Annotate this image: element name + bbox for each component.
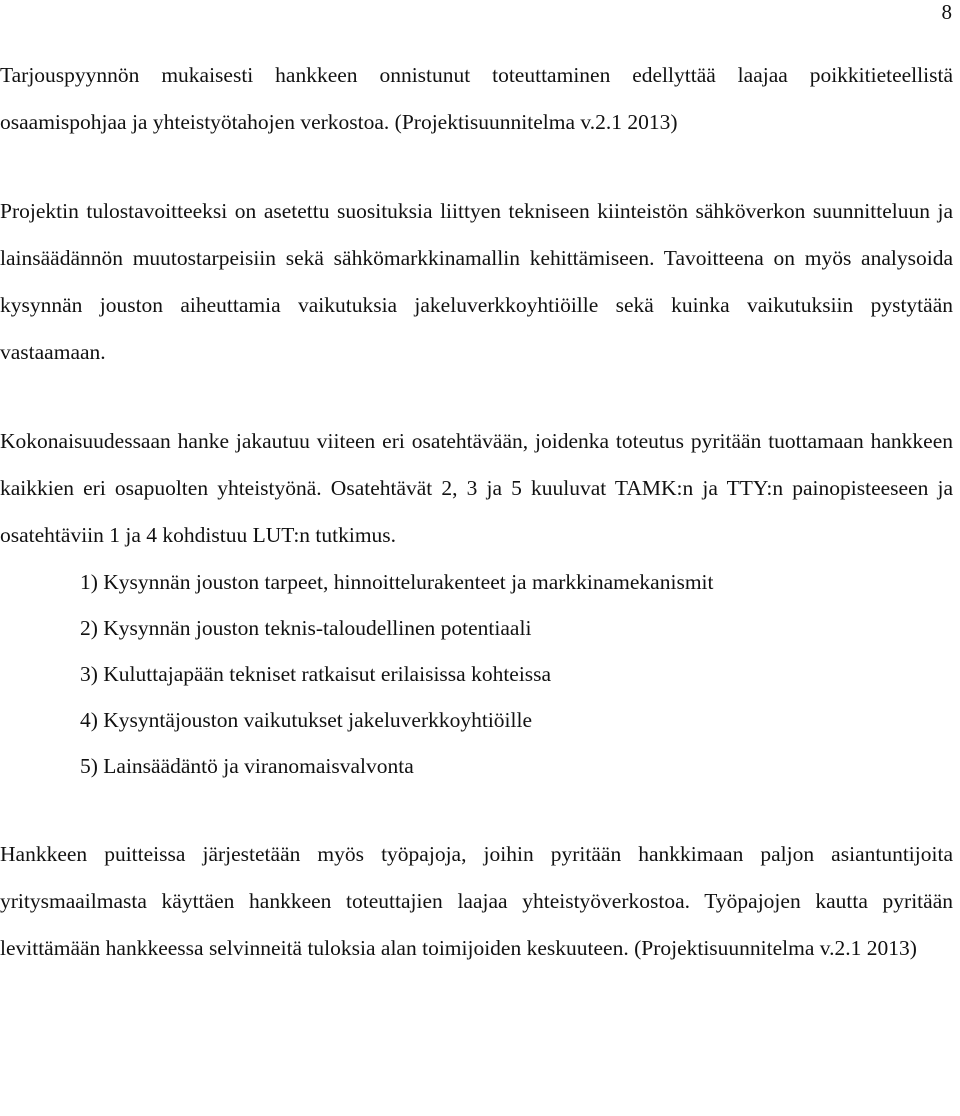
list-item: 3) Kuluttajapään tekniset ratkaisut erilaisissa kohteissa bbox=[80, 662, 552, 686]
page-number: 8 bbox=[941, 0, 952, 24]
list-item: 4) Kysyntäjouston vaikutukset jakeluverkkoyhtiöille bbox=[80, 708, 533, 732]
paragraph-subtasks-intro: Kokonaisuudessaan hanke jakautuu viiteen eri osatehtävään, joidenka toteutus pyritään tuottamaan hankkeen kaikkien eri osapuolten yhteistyönä. Osatehtävät 2, 3 ja 5 kuuluvat TAMK:n ja TTY:n painopisteeseen ja osatehtäviin 1 ja 4 kohdistuu LUT:n tutkimus. bbox=[0, 429, 953, 547]
paragraph-tender-requirements: Tarjouspyynnön mukaisesti hankkeen onnistunut toteuttaminen edellyttää laajaa poikkitieteellistä osaamispohjaa ja yhteistyötahojen verkostoa. (Projektisuunnitelma v.2.1 2013) bbox=[0, 63, 953, 134]
list-item: 2) Kysynnän jouston teknis-taloudellinen potentiaali bbox=[80, 616, 532, 640]
paragraph-project-goals: Projektin tulostavoitteeksi on asetettu suosituksia liittyen tekniseen kiinteistön sähköverkon suunnitteluun ja lainsäädännön muutostarpeisiin sekä sähkömarkkinamallin kehittämiseen. Tavoitteena on myös analysoida kysynnän jouston aiheuttamia vaikutuksia jakeluverkkoyhtiöille sekä kuinka vaikutuksiin pystytään vastaamaan. bbox=[0, 199, 953, 364]
document-body bbox=[0, 52, 953, 972]
list-item: 5) Lainsäädäntö ja viranomaisvalvonta bbox=[80, 754, 414, 778]
subtask-list bbox=[0, 559, 953, 789]
paragraph-workshops: Hankkeen puitteissa järjestetään myös työpajoja, joihin pyritään hankkimaan paljon asiantuntijoita yritysmaailmasta käyttäen hankkeen toteuttajien laajaa yhteistyöverkostoa. Työpajojen kautta pyritään levittämään hankkeessa selvinneitä tuloksia alan toimijoiden keskuuteen. (Projektisuunnitelma v.2.1 2013) bbox=[0, 842, 953, 960]
list-item: 1) Kysynnän jouston tarpeet, hinnoittelurakenteet ja markkinamekanismit bbox=[80, 570, 714, 594]
